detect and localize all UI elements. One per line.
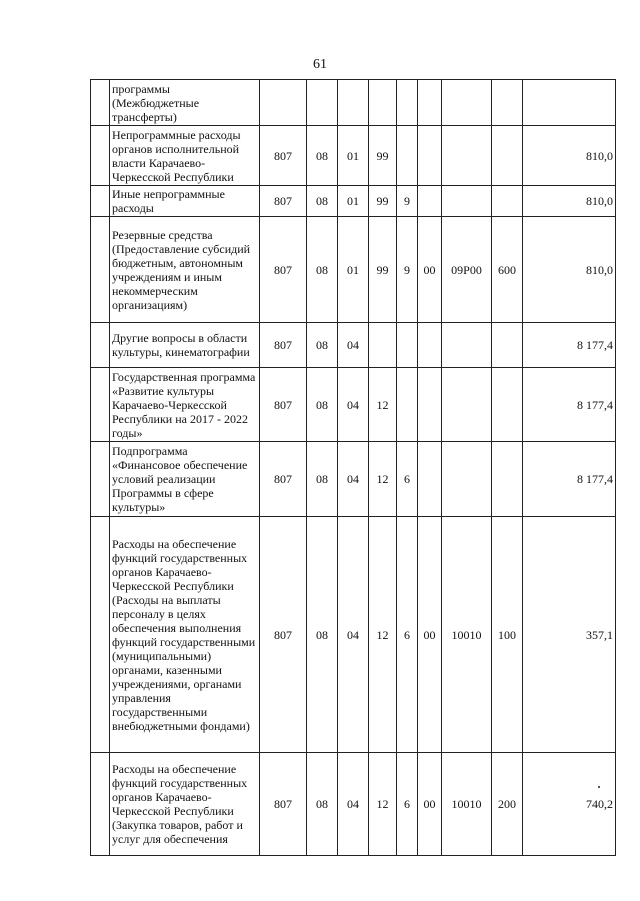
subsection-code-cell: 04 bbox=[338, 442, 369, 517]
amount-cell: 8 177,4 bbox=[523, 442, 616, 517]
expense-type-cell bbox=[492, 80, 523, 126]
subprogram-code-cell bbox=[397, 323, 418, 368]
direction-code-cell bbox=[442, 80, 492, 126]
direction-code-cell bbox=[442, 368, 492, 442]
program-code-cell: 12 bbox=[369, 442, 397, 517]
admin-code-cell: 807 bbox=[260, 217, 307, 323]
table-row bbox=[91, 186, 616, 217]
amount-cell: 357,1 bbox=[523, 517, 616, 753]
subsection-code-cell: 04 bbox=[338, 323, 369, 368]
row-number-cell bbox=[91, 368, 110, 442]
expense-type-cell bbox=[492, 126, 523, 186]
admin-code-cell: 807 bbox=[260, 442, 307, 517]
program-code-cell: 99 bbox=[369, 186, 397, 217]
subsection-code-cell: 01 bbox=[338, 217, 369, 323]
section-code-cell: 08 bbox=[307, 517, 338, 753]
admin-code-cell: 807 bbox=[260, 323, 307, 368]
section-code-cell: 08 bbox=[307, 323, 338, 368]
expense-type-cell bbox=[492, 323, 523, 368]
table-row bbox=[91, 217, 616, 323]
amount-cell: 740,2 bbox=[523, 753, 616, 856]
program-code-cell bbox=[369, 323, 397, 368]
row-number-cell bbox=[91, 186, 110, 217]
admin-code-cell: 807 bbox=[260, 186, 307, 217]
program-code-cell: 99 bbox=[369, 126, 397, 186]
subprogram-code-cell bbox=[397, 80, 418, 126]
admin-code-cell: 807 bbox=[260, 126, 307, 186]
row-name: программы (Межбюджетные трансферты) bbox=[110, 80, 260, 126]
expense-type-cell: 200 bbox=[492, 753, 523, 856]
table-row bbox=[91, 126, 616, 186]
row-name: Другие вопросы в области культуры, кинематографии bbox=[110, 323, 260, 368]
admin-code-cell: 807 bbox=[260, 753, 307, 856]
table-row bbox=[91, 368, 616, 442]
event-code-cell: 00 bbox=[418, 517, 442, 753]
direction-code-cell bbox=[442, 186, 492, 217]
program-code-cell: 12 bbox=[369, 753, 397, 856]
table-row bbox=[91, 517, 616, 753]
expense-type-cell bbox=[492, 368, 523, 442]
table-row bbox=[91, 323, 616, 368]
section-code-cell: 08 bbox=[307, 753, 338, 856]
event-code-cell bbox=[418, 368, 442, 442]
subprogram-code-cell: 6 bbox=[397, 517, 418, 753]
event-code-cell bbox=[418, 442, 442, 517]
admin-code-cell: 807 bbox=[260, 517, 307, 753]
row-name: Подпрограмма «Финансовое обеспечение условий реализации Программы в сфере культуры» bbox=[110, 442, 260, 517]
section-code-cell bbox=[307, 80, 338, 126]
subprogram-code-cell bbox=[397, 126, 418, 186]
row-name: Иные непрограммные расходы bbox=[110, 186, 260, 217]
expense-type-cell: 100 bbox=[492, 517, 523, 753]
admin-code-cell bbox=[260, 80, 307, 126]
row-name: Государственная программа «Развитие культуры Карачаево-Черкесской Республики на 2017 - 2022 годы» bbox=[110, 368, 260, 442]
subprogram-code-cell: 9 bbox=[397, 217, 418, 323]
subsection-code-cell: 04 bbox=[338, 368, 369, 442]
direction-code-cell bbox=[442, 126, 492, 186]
page-number: 61 bbox=[313, 57, 327, 72]
section-code-cell: 08 bbox=[307, 186, 338, 217]
amount-cell bbox=[523, 80, 616, 126]
row-number-cell bbox=[91, 753, 110, 856]
row-number-cell bbox=[91, 126, 110, 186]
row-number-cell bbox=[91, 323, 110, 368]
row-number-cell bbox=[91, 517, 110, 753]
subprogram-code-cell: 6 bbox=[397, 753, 418, 856]
event-code-cell bbox=[418, 186, 442, 217]
subsection-code-cell: 01 bbox=[338, 126, 369, 186]
expense-type-cell: 600 bbox=[492, 217, 523, 323]
program-code-cell bbox=[369, 80, 397, 126]
table-row bbox=[91, 442, 616, 517]
program-code-cell: 99 bbox=[369, 217, 397, 323]
table-row bbox=[91, 80, 616, 126]
direction-code-cell bbox=[442, 442, 492, 517]
section-code-cell: 08 bbox=[307, 126, 338, 186]
subsection-code-cell: 04 bbox=[338, 753, 369, 856]
program-code-cell: 12 bbox=[369, 368, 397, 442]
amount-cell: 810,0 bbox=[523, 186, 616, 217]
section-code-cell: 08 bbox=[307, 368, 338, 442]
event-code-cell bbox=[418, 126, 442, 186]
row-name: Резервные средства (Предоставление субсидий бюджетным, автономным учреждениям и иным некоммерческим организациям) bbox=[110, 217, 260, 323]
budget-table bbox=[90, 79, 616, 856]
subprogram-code-cell bbox=[397, 368, 418, 442]
direction-code-cell: 09Р00 bbox=[442, 217, 492, 323]
direction-code-cell: 10010 bbox=[442, 517, 492, 753]
event-code-cell: 00 bbox=[418, 217, 442, 323]
event-code-cell bbox=[418, 323, 442, 368]
subprogram-code-cell: 9 bbox=[397, 186, 418, 217]
event-code-cell bbox=[418, 80, 442, 126]
scan-speck bbox=[598, 786, 600, 788]
event-code-cell: 00 bbox=[418, 753, 442, 856]
amount-cell: 810,0 bbox=[523, 217, 616, 323]
row-number-cell bbox=[91, 217, 110, 323]
program-code-cell: 12 bbox=[369, 517, 397, 753]
row-name: Расходы на обеспечение функций государственных органов Карачаево-Черкесской Республики (Закупка товаров, работ и услуг для обеспечения bbox=[110, 753, 260, 856]
section-code-cell: 08 bbox=[307, 442, 338, 517]
table-row bbox=[91, 753, 616, 856]
subprogram-code-cell: 6 bbox=[397, 442, 418, 517]
subsection-code-cell: 04 bbox=[338, 517, 369, 753]
row-name: Непрограммные расходы органов исполнительной власти Карачаево-Черкесской Республики bbox=[110, 126, 260, 186]
direction-code-cell bbox=[442, 323, 492, 368]
amount-cell: 8 177,4 bbox=[523, 368, 616, 442]
admin-code-cell: 807 bbox=[260, 368, 307, 442]
amount-cell: 8 177,4 bbox=[523, 323, 616, 368]
expense-type-cell bbox=[492, 442, 523, 517]
direction-code-cell: 10010 bbox=[442, 753, 492, 856]
expense-type-cell bbox=[492, 186, 523, 217]
row-number-cell bbox=[91, 80, 110, 126]
row-name: Расходы на обеспечение функций государственных органов Карачаево-Черкесской Республики (Расходы на выплаты персоналу в целях обеспечения выполнения функций государственными (муниципальными) органами, казенными учреждениями, органами управления государственными внебюджетными фондами) bbox=[110, 517, 260, 753]
section-code-cell: 08 bbox=[307, 217, 338, 323]
subsection-code-cell: 01 bbox=[338, 186, 369, 217]
subsection-code-cell bbox=[338, 80, 369, 126]
amount-cell: 810,0 bbox=[523, 126, 616, 186]
row-number-cell bbox=[91, 442, 110, 517]
